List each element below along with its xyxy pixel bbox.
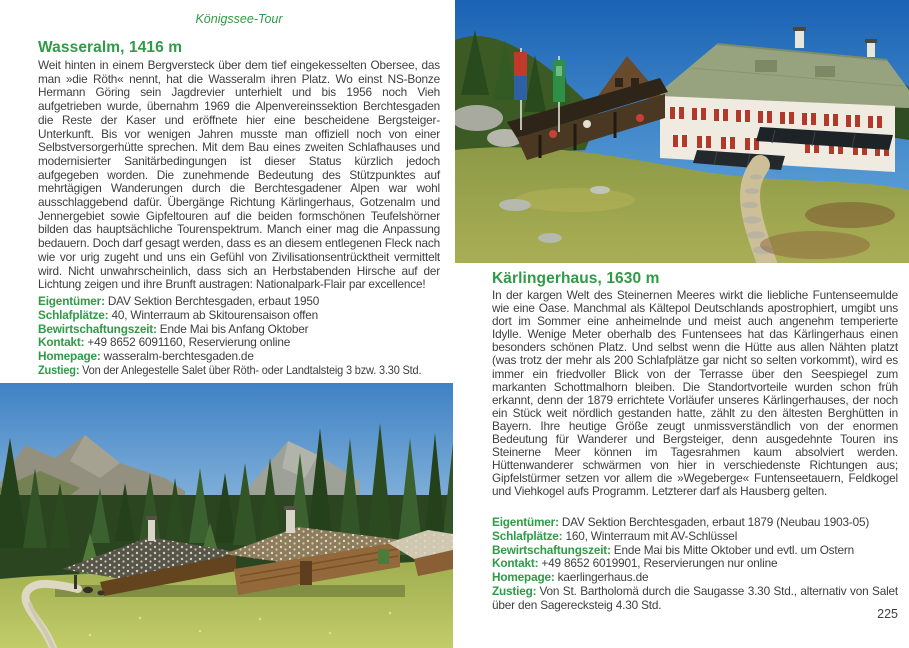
info-label: Homepage: bbox=[492, 570, 555, 585]
info-label: Bewirtschaftungszeit: bbox=[38, 321, 157, 336]
info-label: Eigentümer: bbox=[38, 294, 105, 308]
info-value: +49 8652 6091160, Reservierung online bbox=[87, 335, 291, 350]
info-value: Ende Mai bis Mitte Oktober und evtl. um Ostern bbox=[613, 542, 855, 557]
info-row-season bbox=[492, 544, 898, 558]
info-value: wasseralm-berchtesgaden.de bbox=[103, 349, 254, 364]
info-label: Schlafplätze: bbox=[38, 307, 109, 322]
info-value: DAV Sektion Berchtesgaden, erbaut 1950 bbox=[107, 294, 320, 308]
info-label: Zustieg: bbox=[492, 583, 537, 598]
info-value: Ende Mai bis Anfang Oktober bbox=[159, 321, 309, 336]
info-value: Von St. Bartholomä durch die Saugasse 3.30 Std., alternativ von Salet über den Sagerecksteig 4.30 Std. bbox=[492, 583, 898, 612]
running-head: Königssee-Tour bbox=[195, 12, 283, 26]
wasseralm-info-list bbox=[38, 295, 440, 378]
info-value: 160, Winterraum mit AV-Schlüssel bbox=[565, 528, 738, 543]
kaerlingerhaus-photo bbox=[455, 0, 909, 263]
info-row-owner bbox=[492, 516, 898, 530]
info-value: 40, Winterraum ab Skitourensaison offen bbox=[111, 307, 318, 322]
kaerlingerhaus-info-list bbox=[492, 516, 898, 613]
info-row-homepage bbox=[492, 571, 898, 585]
info-label: Homepage: bbox=[38, 349, 101, 364]
kaerlingerhaus-body-text: In der kargen Welt des Steinernen Meeres wirkt die liebliche Funtenseemulde wie eine Oase. Manchmal als Kältepol Deutschlands apostrophiert, umgibt uns dort im Sommer eine anheimelnde und meist auch angenehm temperierte Idylle. Wenige Meter oberhalb des Funtensees hat das Kärlingerhaus einen besonders schönen Platz. Und selbst wenn die Hütte aus allen Nähten platzt (was trotz der mehr als 200 Schlafplätze gar nicht so selten vorkommt), wird es immer ein friedvoller Blick von der Terrasse über den Seespiegel zum markanten Schottmalhorn bleiben. Die Standortvorteile wurden schon früh erkannt, denn der 1879 errichtete Vorläufer unseres Kärlingerhauses, der noch ein Stück weit nördlich gestanden hatte, zählt zu den ältesten Berghütten in Bayern. Ihre heutige Größe zeugt unmissverständlich von der enormen Bedeutung für Wanderer und Bergsteiger, denn ausgedehnte Touren ins Steinerne Meer können im Tagesrahmen kaum absolviert werden. Hüttenwanderer schwärmen von hier in verschiedenste Richtungen aus; Gipfelstürmer setzen vor allem die »Wegeberge« Funtenseetauern, Feldkogel und Viehkogel aufs Programm. Letzterer darf als Hausberg gelten. bbox=[492, 288, 898, 499]
info-row-access bbox=[492, 585, 898, 613]
info-value: kaerlingerhaus.de bbox=[557, 570, 649, 585]
info-row-owner bbox=[38, 295, 440, 309]
info-label: Kontakt: bbox=[492, 556, 539, 571]
wasseralm-title: Wasseralm, 1416 m bbox=[38, 39, 183, 56]
info-row-beds bbox=[38, 309, 440, 323]
info-row-contact bbox=[38, 336, 440, 350]
info-row-contact bbox=[492, 557, 898, 571]
info-label: Kontakt: bbox=[38, 335, 85, 350]
info-label: Eigentümer: bbox=[492, 515, 559, 529]
info-row-access bbox=[38, 364, 440, 378]
wasseralm-photo bbox=[0, 383, 453, 648]
wasseralm-photo-illustration bbox=[0, 383, 453, 648]
info-label: Bewirtschaftungszeit: bbox=[492, 542, 611, 557]
info-value: +49 8652 6019901, Reservierungen nur online bbox=[541, 556, 778, 571]
info-label: Zustieg: bbox=[38, 362, 80, 377]
wasseralm-body-text: Weit hinten in einem Bergversteck über dem tief eingekesselten Obersee, das man »die Röth« nennt, hat die Wasseralm ihren Platz. Wo einst NS-Bonze Hermann Göring sein Jagdrevier unterhielt und bis 1956 noch Vieh aufgetrieben wurde, übernahm 1969 die Alpenvereinssektion Berchtesgaden die Reste der Kaser und eröffnete hier eine bescheidene Bergsteiger-Unterkunft. Bis vor wenigen Jahren musste man offiziell noch von einer Selbstversorgerhütte sprechen. Mit dem Bau eines zweiten Schlafhauses und modernisierter Sanitärbedingungen ist dieser Status kürzlich jedoch aufgegeben worden. Die zunehmende Bedeutung des Stützpunktes auf mehrtägigen Wanderungen durch die Berchtesgadener Alpen war wohl ausschlaggebend dafür. Übergänge Richtung Kärlingerhaus, Gotzenalm und Jennergebiet sowie Gipfeltouren auf die beiden formschönen Teufelshörner bilden das hauptsächliche Tourenspektrum. Manch einer mag die Anpassung bedauern. Doch darf gesagt werden, dass es an diesem entlegenen Fleck nach wie vor urig zugeht und uns ein Gefühl von Zivilisationsentrücktheit vermittelt wird. Nicht unwahrscheinlich, dass sich an Herbstabenden Hirsche auf der Lichtung zeigen und ihre Brunft austragen: Nationalpark-Flair par excellence! bbox=[38, 58, 440, 292]
info-row-homepage bbox=[38, 350, 440, 364]
page-number: 225 bbox=[877, 607, 898, 621]
info-value: DAV Sektion Berchtesgaden, erbaut 1879 (Neubau 1903-05) bbox=[561, 515, 870, 529]
info-label: Schlafplätze: bbox=[492, 528, 563, 543]
info-row-season bbox=[38, 323, 440, 337]
info-row-beds bbox=[492, 530, 898, 544]
info-value: Von der Anlegestelle Salet über Röth- oder Landtalsteig 3 bzw. 3.30 Std. bbox=[82, 362, 422, 377]
kaerlingerhaus-title: Kärlingerhaus, 1630 m bbox=[492, 270, 660, 287]
kaerlingerhaus-photo-illustration bbox=[455, 0, 909, 263]
